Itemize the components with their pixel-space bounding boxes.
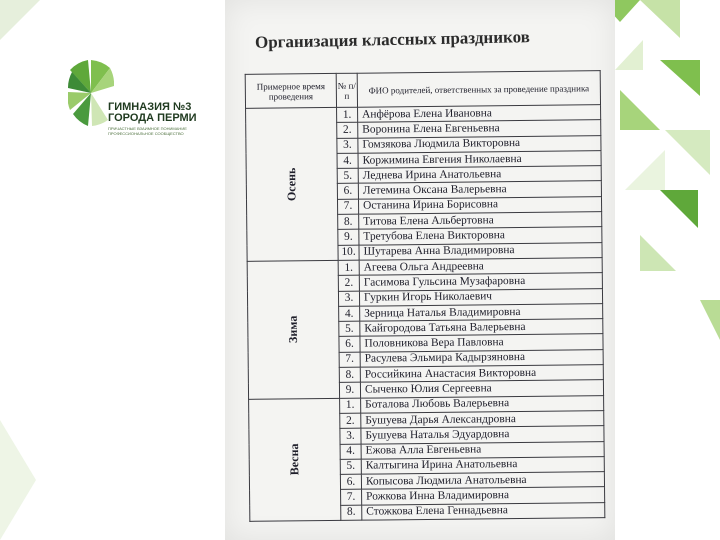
parent-name: Стожкова Елена Геннадьевна bbox=[362, 502, 605, 520]
parent-name: Зерница Наталья Владимировна bbox=[360, 304, 603, 322]
row-number: 6. bbox=[337, 184, 358, 200]
parent-name: Летемина Оксана Валерьевна bbox=[358, 181, 601, 199]
parent-name: Коржимина Евгения Николаевна bbox=[358, 151, 601, 169]
logo-subtitle: ПРИЧАСТНЫЕ ВЗАИМНОЕ ПОНИМАНИЕ ПРОФЕССИОНАЛЬНОЕ СООБЩЕСТВО bbox=[108, 126, 187, 136]
school-logo bbox=[60, 58, 200, 148]
parent-name: Останина Ирина Борисовна bbox=[358, 196, 601, 214]
row-number: 5. bbox=[339, 321, 360, 337]
parent-name: Гомзякова Людмила Викторовна bbox=[358, 135, 601, 153]
row-number: 2. bbox=[340, 413, 361, 429]
season-cell bbox=[247, 260, 339, 399]
season-cell bbox=[246, 107, 339, 261]
row-number: 7. bbox=[341, 490, 362, 506]
season-label: Зима bbox=[285, 315, 300, 344]
parent-name: Копысова Людмила Анатольевна bbox=[361, 472, 604, 490]
parent-name: Бушуева Дарья Александровна bbox=[361, 411, 604, 429]
parent-name: Леднева Ирина Анатольевна bbox=[358, 166, 601, 184]
row-number: 5. bbox=[340, 459, 361, 475]
logo-title: ГИМНАЗИЯ №3 ГОРОДА ПЕРМИ bbox=[108, 101, 197, 124]
row-number: 7. bbox=[339, 352, 360, 368]
parent-name: Кайгородова Татьяна Валерьевна bbox=[360, 319, 603, 337]
parent-name: Половникова Вера Павловна bbox=[360, 334, 603, 352]
row-number: 8. bbox=[339, 367, 360, 383]
holiday-table bbox=[245, 70, 606, 522]
row-number: 2. bbox=[338, 275, 359, 291]
header-period: Примерное время проведения bbox=[245, 73, 336, 108]
row-number: 10. bbox=[338, 245, 359, 261]
row-number: 8. bbox=[341, 505, 362, 521]
parent-name: Воронина Елена Евгеньевна bbox=[358, 120, 601, 138]
row-number: 4. bbox=[339, 306, 360, 322]
row-number: 6. bbox=[339, 337, 360, 353]
document-photo bbox=[225, 0, 615, 540]
parent-name: Гуркин Игорь Николаевич bbox=[359, 288, 602, 306]
row-number: 4. bbox=[337, 153, 358, 169]
row-number: 9. bbox=[338, 230, 359, 246]
holiday-table-sheet bbox=[245, 70, 606, 520]
parent-name: Российкина Анастасия Викторовна bbox=[360, 365, 603, 383]
header-num: № п/п bbox=[336, 73, 357, 107]
season-label: Весна bbox=[287, 443, 302, 476]
parent-name: Агеева Ольга Андреевна bbox=[359, 258, 602, 276]
parent-name: Ежова Алла Евгеньевна bbox=[361, 441, 604, 459]
row-number: 1. bbox=[340, 398, 361, 414]
row-number: 1. bbox=[337, 107, 358, 123]
row-number: 8. bbox=[338, 214, 359, 230]
parent-name: Гасимова Гульсина Музафаровна bbox=[359, 273, 602, 291]
row-number: 7. bbox=[337, 199, 358, 215]
parent-name: Третубова Елена Викторовна bbox=[359, 227, 602, 245]
row-number: 6. bbox=[340, 474, 361, 490]
parent-name: Сыченко Юлия Сергеевна bbox=[360, 380, 603, 398]
row-number: 3. bbox=[338, 291, 359, 307]
season-cell bbox=[249, 398, 341, 521]
header-fio: ФИО родителей, ответственных за проведение праздника bbox=[357, 71, 600, 108]
parent-name: Калтыгина Ирина Анатольевна bbox=[361, 456, 604, 474]
document-title: Организация классных праздников bbox=[254, 27, 531, 52]
parent-name: Боталова Любовь Валерьевна bbox=[361, 395, 604, 413]
parent-name: Шутарева Анна Владимировна bbox=[359, 242, 602, 260]
table-header-row bbox=[245, 71, 600, 109]
season-label: Осень bbox=[284, 167, 299, 202]
row-number: 3. bbox=[340, 428, 361, 444]
row-number: 9. bbox=[339, 383, 360, 399]
row-number: 2. bbox=[337, 122, 358, 138]
row-number: 1. bbox=[338, 260, 359, 276]
parent-name: Анфёрова Елена Ивановна bbox=[358, 105, 601, 123]
parent-name: Бушуева Наталья Эдуардовна bbox=[361, 426, 604, 444]
parent-name: Титова Елена Альбертовна bbox=[359, 212, 602, 230]
parent-name: Рожкова Инна Владимировна bbox=[362, 487, 605, 505]
parent-name: Расулева Эльмира Кадырзяновна bbox=[360, 349, 603, 367]
row-number: 5. bbox=[337, 168, 358, 184]
row-number: 4. bbox=[340, 444, 361, 460]
row-number: 3. bbox=[337, 138, 358, 154]
